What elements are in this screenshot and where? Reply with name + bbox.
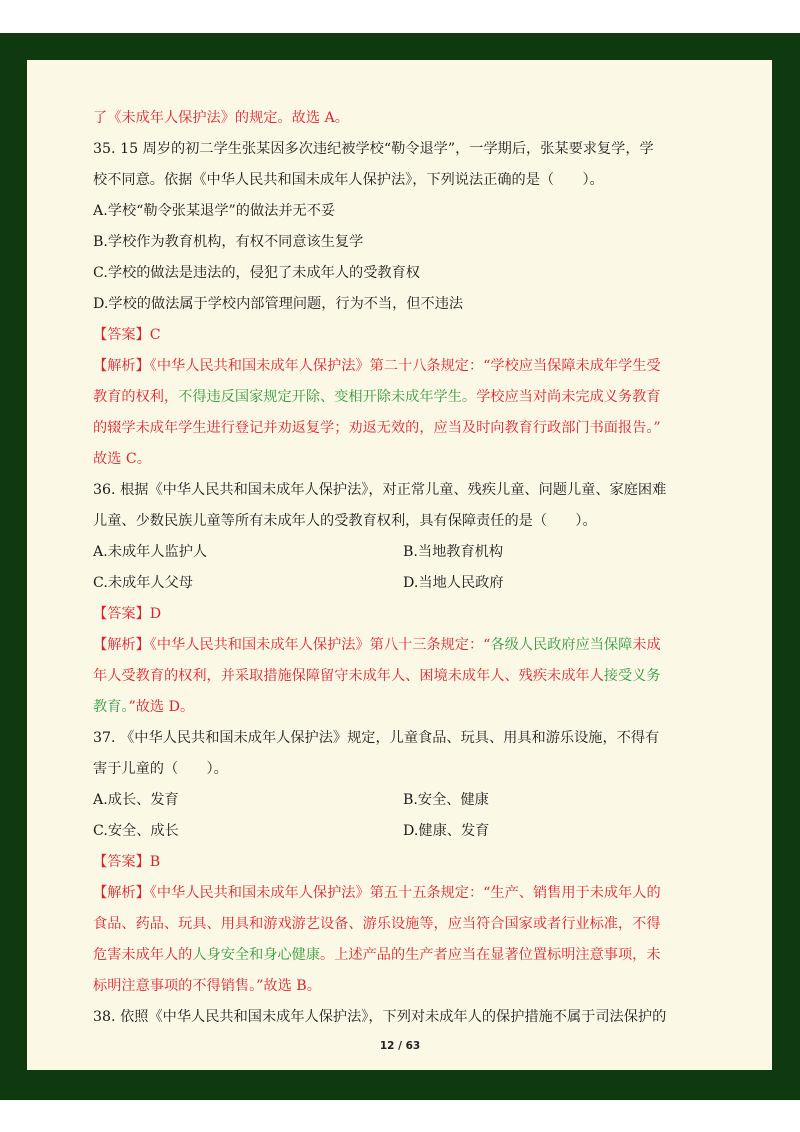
explanation-text: 学校应当对尚未完成义务教育 bbox=[476, 389, 661, 405]
explanation-line bbox=[93, 661, 693, 692]
question-35-line: 校不同意。依据《中华人民共和国未成年人保护法》，下列说法正确的是（ ）。 bbox=[93, 172, 604, 188]
explanation-highlight: 人身安全和身心健康 bbox=[192, 947, 321, 963]
option-a: A.成长、发育 bbox=[93, 792, 179, 808]
option-a: A.未成年人监护人 bbox=[93, 544, 208, 560]
explanation-line: 标明注意事项的不得销售。”故选 B。 bbox=[93, 978, 321, 994]
explanation-text: 危害未成年人的 bbox=[93, 947, 193, 963]
question-36-line: 36. 根据《中华人民共和国未成年人保护法》，对正常儿童、残疾儿童、问题儿童、家庭困难 bbox=[93, 482, 667, 498]
explanation-line: 【解析】《中华人民共和国未成年人保护法》第二十八条规定：“学校应当保障未成年学生受 bbox=[93, 358, 661, 374]
explanation-text: 未成 bbox=[632, 637, 661, 653]
explanation-line: 【解析】《中华人民共和国未成年人保护法》第五十五条规定：“生产、销售用于未成年人的 bbox=[93, 885, 661, 901]
option-d: D.学校的做法属于学校内部管理问题，行为不当，但不违法 bbox=[93, 296, 464, 312]
options-row bbox=[93, 537, 693, 568]
option-b: B.当地教育机构 bbox=[403, 544, 504, 560]
page-number: 12 / 63 bbox=[379, 1040, 421, 1052]
explanation-text: 。上述产品的生产者应当在显著位置标明注意事项，未 bbox=[320, 947, 661, 963]
question-35-line: 35. 15 周岁的初二学生张某因多次违纪被学校“勒令退学”，一学期后，张某要求复学，学 bbox=[93, 141, 654, 157]
options-row bbox=[93, 785, 693, 816]
answer-tag: 【答案】 bbox=[93, 606, 150, 622]
explanation-line: 的辍学未成年学生进行登记并劝返复学；劝返无效的，应当及时向教育行政部门书面报告。” bbox=[93, 420, 661, 436]
options-row bbox=[93, 816, 693, 847]
answer-tag: 【答案】 bbox=[93, 854, 150, 870]
explanation-highlight: 不得违反国家规定开除、变相开除未成年学生。 bbox=[178, 389, 477, 405]
explanation-text: 教育的权利， bbox=[93, 389, 179, 405]
question-36-line: 儿童、少数民族儿童等所有未成年人的受教育权利，具有保障责任的是（ ）。 bbox=[93, 513, 597, 529]
option-c: C.安全、成长 bbox=[93, 823, 179, 839]
answer-35 bbox=[93, 320, 693, 351]
question-37-line: 37. 《中华人民共和国未成年人保护法》规定，儿童食品、玩具、用具和游乐设施，不得有 bbox=[93, 730, 660, 746]
document-content bbox=[93, 103, 693, 1033]
option-c: C.未成年人父母 bbox=[93, 575, 193, 591]
question-37-line: 害于儿童的（ ）。 bbox=[93, 761, 228, 777]
option-b: B.安全、健康 bbox=[403, 792, 489, 808]
explanation-highlight: 教育。 bbox=[93, 699, 129, 715]
answer-tag: 【答案】 bbox=[93, 327, 150, 343]
options-row bbox=[93, 568, 693, 599]
option-a: A.学校“勒令张某退学”的做法并无不妥 bbox=[93, 203, 336, 219]
option-d: D.当地人民政府 bbox=[403, 575, 504, 591]
explanation-line: 食品、药品、玩具、用具和游戏游艺设备、游乐设施等，应当符合国家或者行业标准，不得 bbox=[93, 916, 661, 932]
answer-value: B bbox=[149, 854, 161, 870]
answer-value: D bbox=[149, 606, 162, 622]
option-d: D.健康、发育 bbox=[403, 823, 490, 839]
explanation-line bbox=[93, 382, 693, 413]
explanation-highlight: 接受义务 bbox=[603, 668, 661, 684]
explanation-line bbox=[93, 630, 693, 661]
explanation-line bbox=[93, 940, 693, 971]
explanation-text: ”故选 D。 bbox=[128, 699, 195, 715]
explanation-highlight: 各级人民政府应当保障 bbox=[490, 637, 633, 653]
explanation-line: 故选 C。 bbox=[93, 451, 151, 467]
answer-37 bbox=[93, 847, 693, 878]
explanation-line bbox=[93, 692, 693, 723]
explanation-text: 年人受教育的权利，并采取措施保障留守未成年人、困境未成年人、残疾未成年人 bbox=[93, 668, 604, 684]
answer-36 bbox=[93, 599, 693, 630]
answer-value: C bbox=[149, 327, 161, 343]
question-38-line: 38. 依照《中华人民共和国未成年人保护法》，下列对未成年人的保护措施不属于司法保护的 bbox=[93, 1009, 667, 1025]
option-c: C.学校的做法是违法的，侵犯了未成年人的受教育权 bbox=[93, 265, 420, 281]
explanation-text: 【解析】《中华人民共和国未成年人保护法》第八十三条规定：“ bbox=[93, 637, 491, 653]
option-b: B.学校作为教育机构，有权不同意该生复学 bbox=[93, 234, 364, 250]
text-line: 了《未成年人保护法》的规定。故选 A。 bbox=[93, 110, 349, 126]
